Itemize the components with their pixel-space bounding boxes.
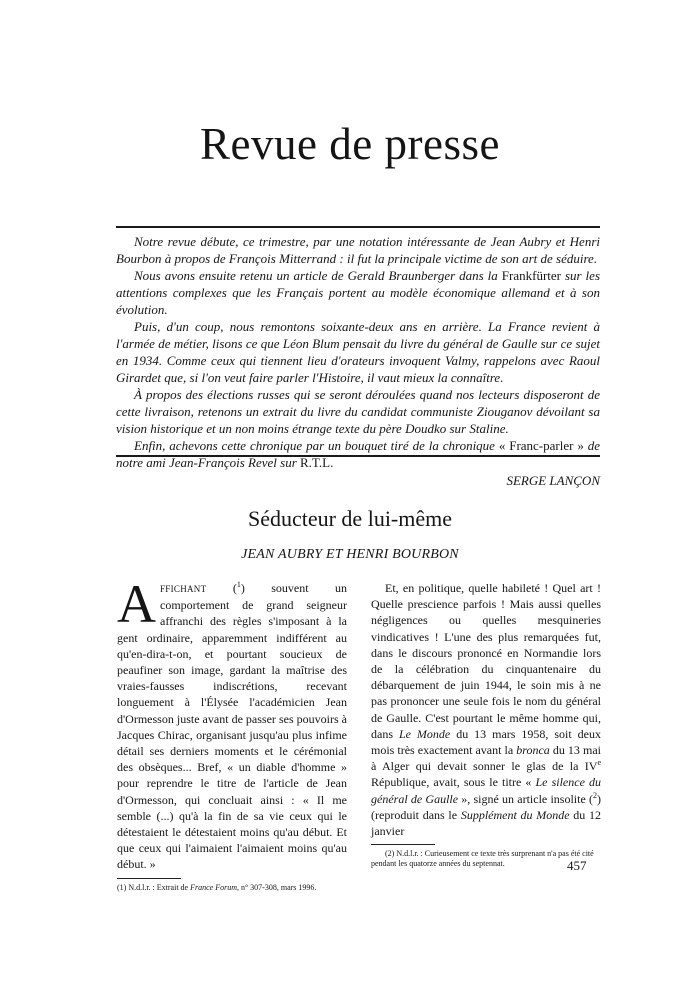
intro-paragraph: À propos des élections russes qui se seront déroulées quand nos lecteurs disposeront de cette livraison, retenons un extrait du livre du candidat communiste Ziouganov dévoilant sa vision historique et un non moins étrange texte du père Doudko sur Staline. xyxy=(116,387,600,436)
body-paragraph: AFFICHANT ($^1$) souvent un comportement de grand seigneur affranchi des règles s'imposant à la gent ordinaire, apparemment indifférent au qu'en-dira-t-on, et pourtant soucieux de peaufiner son image, gardant la maîtrise des vraies-fausses indiscrétions, recevant longuement à l'Élysée l'académicien Jean d'Ormesson juste avant de passer ses pouvoirs à Jacques Chirac, organisant jusqu'au plus infime détail ses derniers moments et le cérémonial des obsèques... Bref, « un diable d'homme » pour reprendre le titre de l'article de Jean d'Ormesson, qui concluait ainsi : « Il me semble (...) qu'à la fin de sa vie ceux qui le détestaient le détestaient moins qu'au début. Et que ceux qui l'aimaient l'aimaient moins qu'au début. » xyxy=(117,574,347,872)
footnote-ref: 2 xyxy=(593,790,597,800)
article-column-right xyxy=(371,580,601,869)
article-authors: JEAN AUBRY ET HENRI BOURBON xyxy=(241,547,459,562)
editorial-intro xyxy=(116,233,600,489)
article-column-left xyxy=(117,574,347,893)
page-title: Revue de presse xyxy=(200,119,500,169)
footnote: (2) N.d.l.r. : Curieusement ce texte très surprenant n'a pas été cité pendant les quatorze années du septennat. xyxy=(371,849,594,869)
bottom-divider xyxy=(116,455,600,457)
intro-paragraph: Notre revue débute, ce trimestre, par une notation intéressante de Jean Aubry et Henri Bourbon à propos de François Mitterrand : il fut la principale victime de son art de séduire. xyxy=(116,234,600,266)
editor-signature: SERGE LANÇON xyxy=(506,473,600,488)
intro-paragraph: Nous avons ensuite retenu un article de Gerald Braunberger dans la Frankfürter sur les attentions complexes que les Français portent au modèle économique allemand et à son évolution. xyxy=(116,268,601,317)
body-paragraph: Et, en politique, quelle habileté ! Quel art ! Quelle prescience parfois ! Mais aussi quelles négligences ou quelles mesquineries vindicatives ! L'une des plus remarquées fut, dans le discours prononcé en Normandie lors de la célébration du cinquantenaire du débarquement de juin 1944, le soin mis à ne pas prononcer une seule fois le nom du général de Gaulle. C'est pourtant le même homme qui, dans Le Monde du 13 mars 1958, soit deux mois très exactement avant la bronca du 13 mai à Alger qui devait sonner le glas de la IVe République, avait, sous le titre « Le silence du général de Gaulle », signé un article insolite ($^2$) (reproduit dans le Supplément du Monde du 12 janvier xyxy=(371,581,602,839)
page-number: 457 xyxy=(567,858,587,873)
drop-cap: A xyxy=(117,574,156,634)
smallcaps-lead: FFICHANT xyxy=(160,584,207,594)
chronicle-name: « Franc-parler » xyxy=(498,438,584,453)
top-divider xyxy=(116,226,600,228)
publication-name: Frankfürter xyxy=(501,268,561,283)
article-title: Séducteur de lui-même xyxy=(247,506,453,531)
intro-paragraph: Puis, d'un coup, nous remontons soixante-deux ans en arrière. La France revient à l'armée de métier, lisons ce que Léon Blum pensait du livre du général de Gaulle sur ce sujet en 1934. Comme ceux qui tiennent lieu d'orateurs invoquent Valmy, rappelons avec Raoul Girardet que, si l'on veut faire parler l'Histoire, il vaut mieux la connaître. xyxy=(116,319,600,385)
footnote-divider xyxy=(117,878,181,879)
footnote: (1) N.d.l.r. : Extrait de France Forum, n° 307-308, mars 1996. xyxy=(117,882,317,892)
footnote-divider xyxy=(371,844,435,845)
intro-paragraph: Enfin, achevons cette chronique par un bouquet tiré de la chronique « Franc-parler » de notre ami Jean-François Revel sur R.T.L. xyxy=(116,438,600,470)
station-name: R.T.L. xyxy=(300,455,334,470)
footnote-ref: 1 xyxy=(236,580,241,589)
